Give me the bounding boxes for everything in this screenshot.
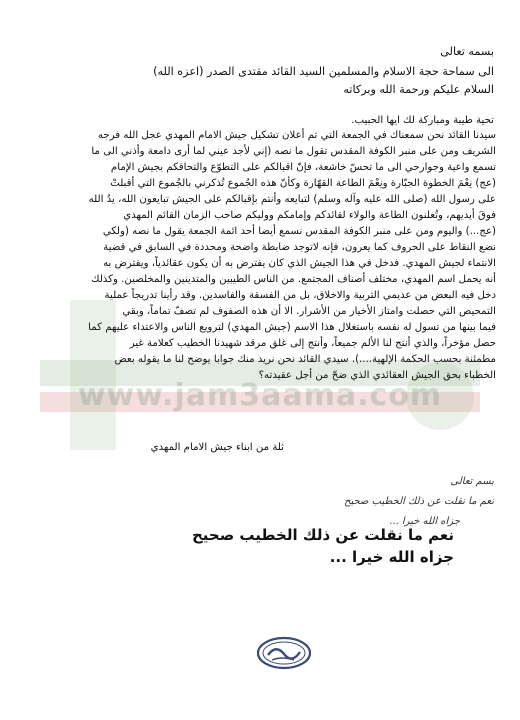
body-line: أنه يحمل اسم المهدي، مختلف أصناف المجتمع. من الناس الطيبين والمتدينين والمخلصين. وكذلك [91, 274, 496, 285]
handwritten-line: نعم ما نقلت عن ذلك الخطيب صحيح [344, 496, 494, 507]
watermark-url: www.jam3aama.com [77, 378, 443, 413]
handwritten-basmala: بسم تعالى [450, 476, 494, 487]
body-line: نضع النقاط على الحروف كما يعرون، فإنه لاتوجد ضابطة واضحة ومحددة في السابق في قضية [103, 242, 496, 253]
typed-transcript-line: نعم ما نقلت عن ذلك الخطيب صحيح [191, 526, 454, 544]
official-stamp [256, 636, 312, 670]
body-line: فوقَ أيديهم، وتُعلنون الطاعة والولاء لقائدكم وإمامكم ووليكم صاحب الزمان القائم المهدي [123, 210, 496, 221]
body-line: سيدنا القائد نحن سمعناك في الجمعة التي تم أعلان تشكيل جيش الامام المهدي عجل الله فرجه [97, 130, 496, 141]
basmala-heading: بسمه تعالى [440, 45, 494, 58]
body-line: على رسول الله (صلى الله عليه وآله وسلم) لتبايعه وأنتم بإقبالكم على الجيش تبايعون الله، يدُ الله [88, 194, 496, 205]
body-line: الخطباء بحق الجيش العقائدي الذي ضحّ من أجل عقيدته؟ [258, 370, 496, 381]
handwritten-line: جزاه الله خيرا ... [389, 516, 460, 527]
body-line: الشريف ومن على منبر الكوفة المقدس تقول ما نصه (إني لأجد عيني لما أرى دامعة وأذني الى ما [91, 146, 496, 157]
typed-transcript-line: جزاه الله خيرا ... [329, 548, 454, 566]
body-line: (عج) نِعْمَ الخطوة الجبّارة ونِعْمَ الطاعة القهّارة وكأنّ هذه الجُموع تُذكرني بالجُموع التي أقبلتْ [110, 178, 496, 189]
body-line: مطمئنة بحسب الحكمة الإلهية....). سيدي القائد نحن نريد منك جوابا يوضح لنا ما يقوله بعض [114, 354, 496, 365]
body-line: الانتماء لجيش المهدي. فدخل في هذا الجيش الذي كان يفترض به أن يكون عقائدياً، ويفترض به [103, 258, 496, 269]
body-line: دخل فيه البعض من عديمي التربية والاخلاق، بل من الفسقة والفاسدين. وقد رأينا تدريجاً عملية [104, 290, 496, 301]
body-line: (عج...) واليوم ومن على منبر الكوفة المقدس نسمع أيضا أحد ائمة الجمعة يقول ما نصه (ولكي [102, 226, 496, 237]
body-line: التمحيص التي حصلت وامتاز الأخيار من الأشرار. الا أن هذه الصفوف لم تصفّ تماماً، وبقي [122, 306, 496, 317]
body-line: فيما بينها من تسول له نفسه باستغلال هذا الاسم (جيش المهدي) لترويع الناس والاعتداء عليهم كما [88, 322, 496, 333]
addressee-line: الى سماحة حجة الاسلام والمسلمين السيد القائد مقتدى الصدر (اعزه الله) [153, 65, 494, 78]
signoff-line: ثلة من ابناء جيش الامام المهدي [150, 442, 284, 453]
body-line: تسمع واعية وجوارحي الى ما تحسّ خاشعة، فإنّ اقبالكم على التطوّع والتحاقكم بجيش الإمام [110, 162, 496, 173]
body-line: حصل مؤخراً، والذي أنتج لنا الألم جميعاً، وأنتج إلى غلق مرقد شهيدنا الخطيب كعلامة غير [129, 338, 496, 349]
salutation-line: السلام عليكم ورحمة الله وبركاته [343, 83, 494, 96]
greeting-line: تحية طيبة ومباركة لك ايها الحبيب. [351, 115, 494, 126]
